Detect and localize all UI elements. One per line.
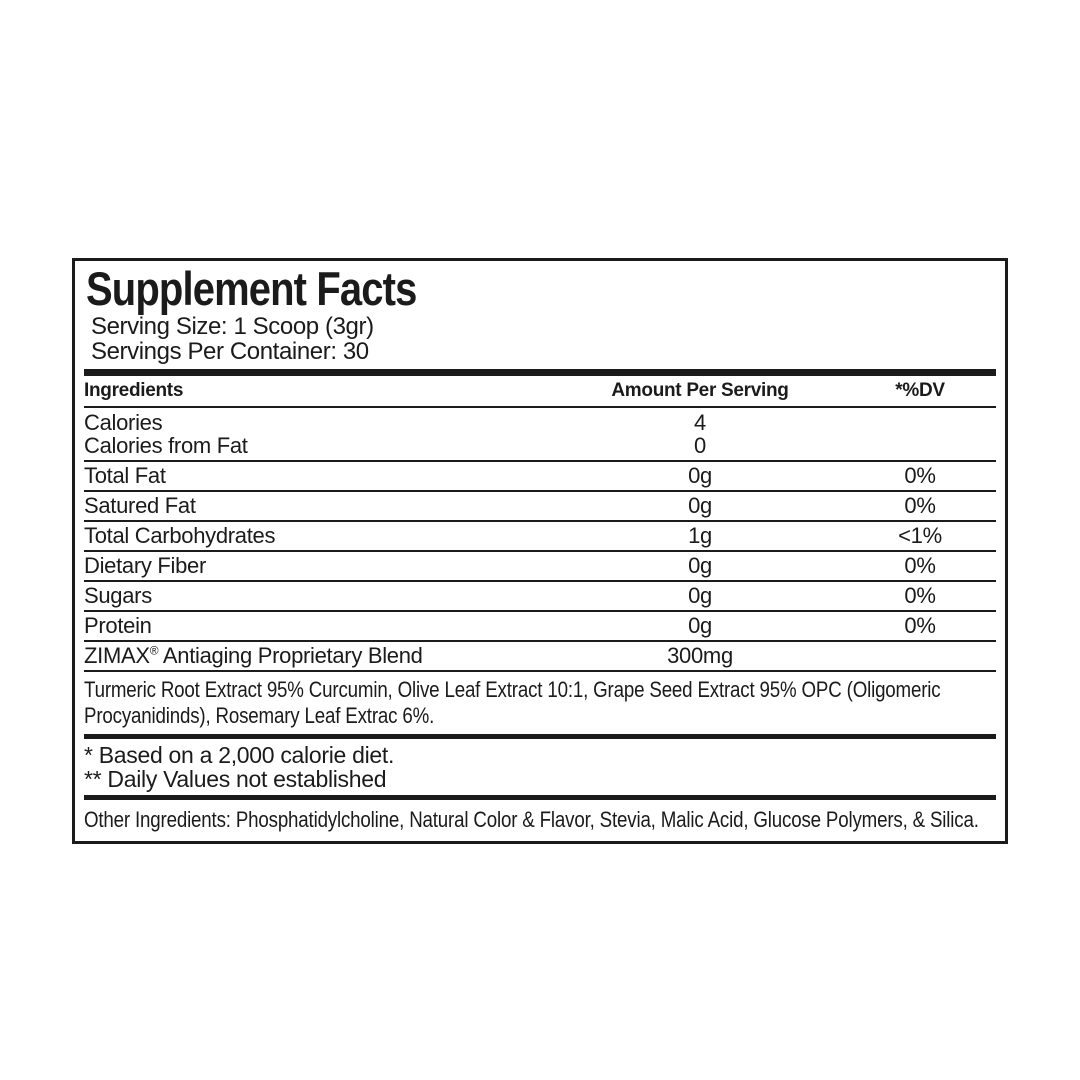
row-label: Calories — [84, 410, 163, 435]
row-label: Total Carbohydrates — [84, 523, 276, 548]
serving-size: Serving Size: 1 Scoop (3gr) — [91, 313, 374, 340]
column-header-percent-dv: *%DV — [895, 380, 945, 401]
row-amount: 0g — [688, 613, 712, 638]
footnote-calorie-diet: * Based on a 2,000 calorie diet. — [84, 742, 395, 768]
blend-description: Turmeric Root Extract 95% Curcumin, Olive Leaf Extract 10:1, Grape Seed Extract 95% OPC (Oligomeric Procyanidinds), Rosemary Leaf Extrac 6%. — [84, 677, 941, 728]
table-row — [84, 411, 996, 434]
other-ingredients-section — [84, 800, 996, 841]
row-dv: <1% — [898, 523, 942, 548]
nutrient-rows — [84, 462, 996, 672]
serving-info — [91, 314, 996, 364]
row-label: Protein — [84, 613, 152, 638]
row-dv: 0% — [904, 583, 936, 608]
footnote-daily-values: ** Daily Values not established — [84, 766, 387, 792]
column-header-amount-per-serving: Amount Per Serving — [611, 380, 789, 401]
row-amount: 300mg — [667, 643, 733, 668]
row-label: Calories from Fat — [84, 433, 248, 458]
panel-title: Supplement Facts — [86, 262, 417, 315]
row-label: Satured Fat — [84, 493, 196, 518]
row-amount: 0 — [694, 433, 706, 458]
row-label: Dietary Fiber — [84, 553, 207, 578]
row-dv: 0% — [904, 613, 936, 638]
row-amount: 4 — [694, 410, 706, 435]
table-row — [84, 642, 996, 672]
row-label: ZIMAX® Antiaging Proprietary Blend — [84, 643, 423, 668]
row-amount: 1g — [688, 523, 712, 548]
blend-description-section — [84, 672, 996, 739]
table-row — [84, 434, 996, 457]
row-dv — [844, 644, 996, 667]
supplement-facts-panel — [72, 258, 1008, 844]
row-dv: 0% — [904, 493, 936, 518]
footnotes — [84, 739, 996, 800]
row-amount: 0g — [688, 553, 712, 578]
row-label: Total Fat — [84, 463, 166, 488]
table-row — [84, 522, 996, 552]
row-amount: 0g — [688, 583, 712, 608]
table-row — [84, 612, 996, 642]
row-dv: 0% — [904, 553, 936, 578]
table-row — [84, 462, 996, 492]
divider-thick-top — [84, 369, 996, 376]
table-header — [84, 376, 996, 408]
servings-per-container: Servings Per Container: 30 — [91, 338, 369, 365]
column-header-ingredients: Ingredients — [84, 380, 184, 401]
table-row — [84, 552, 996, 582]
row-dv — [844, 411, 996, 434]
table-row — [84, 492, 996, 522]
other-ingredients: Other Ingredients: Phosphatidylcholine, Natural Color & Flavor, Stevia, Malic Acid, Glucose Polymers, & Silica. — [84, 807, 979, 832]
row-dv: 0% — [904, 463, 936, 488]
calorie-rows — [84, 408, 996, 462]
row-amount: 0g — [688, 463, 712, 488]
row-label: Sugars — [84, 583, 152, 608]
row-dv — [844, 434, 996, 457]
row-amount: 0g — [688, 493, 712, 518]
table-row — [84, 582, 996, 612]
